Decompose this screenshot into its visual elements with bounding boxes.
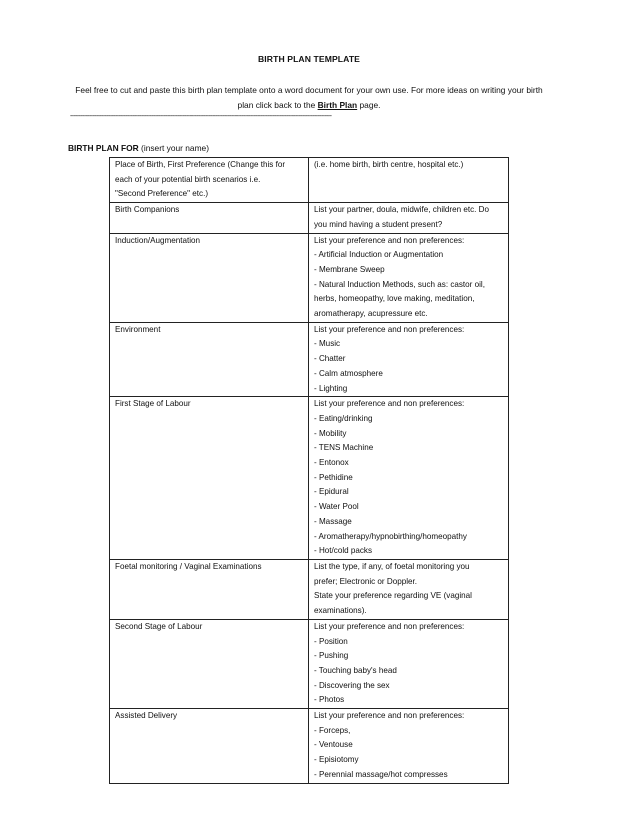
row-preference-line: - Ventouse: [314, 740, 353, 750]
row-label-cell[interactable]: [110, 559, 309, 619]
page-title: BIRTH PLAN TEMPLATE: [258, 54, 360, 64]
birth-plan-link[interactable]: Birth Plan: [317, 100, 358, 110]
row-preference-line: State your preference regarding VE (vaginal: [314, 591, 472, 601]
row-preference-line: prefer; Electronic or Doppler.: [314, 576, 418, 586]
row-preference-line: aromatherapy, acupressure etc.: [314, 309, 428, 319]
intro-paragraph: [66, 83, 552, 113]
row-preference-line: List your preference and non preferences:: [314, 621, 465, 631]
row-preference-line: - Music: [314, 339, 341, 349]
row-preference-line: herbs, homeopathy, love making, meditation,: [314, 294, 475, 304]
row-preference-line: List your preference and non preferences:: [314, 324, 465, 334]
table-row: [110, 397, 509, 560]
row-preference-line: List your preference and non preferences:: [314, 399, 465, 409]
table-row: [110, 709, 509, 784]
row-preference-line: - Natural Induction Methods, such as: castor oil,: [314, 279, 485, 289]
row-label-line: First Stage of Labour: [115, 399, 191, 409]
table-row: [110, 559, 509, 619]
row-preference-line: - Episiotomy: [314, 755, 359, 765]
row-preference-cell[interactable]: [309, 322, 509, 397]
row-preference-line: - Eating/drinking: [314, 413, 373, 423]
row-label-line: Assisted Delivery: [115, 711, 178, 721]
table-row: [110, 203, 509, 233]
row-preference-line: - Position: [314, 636, 348, 646]
row-preference-line: - Discovering the sex: [314, 680, 390, 690]
row-label-cell[interactable]: [110, 158, 309, 203]
row-label-line: Place of Birth, First Preference (Change this for: [115, 160, 286, 169]
row-preference-line: - Aromatherapy/hypnobirthing/homeopathy: [314, 531, 467, 541]
row-label-cell[interactable]: [110, 322, 309, 397]
row-preference-cell[interactable]: [309, 203, 509, 233]
row-preference-line: List your partner, doula, midwife, children etc. Do: [314, 205, 489, 215]
row-label-line: "Second Preference" etc.): [115, 189, 209, 199]
row-preference-line: List your preference and non preferences:: [314, 711, 465, 721]
row-label-cell[interactable]: [110, 203, 309, 233]
intro-line-1: Feel free to cut and paste this birth plan template onto a word document for your own use. For more ideas on writing your birth: [75, 85, 543, 95]
row-label-line: Second Stage of Labour: [115, 621, 203, 631]
row-label-cell[interactable]: [110, 397, 309, 560]
dashed-separator: -------------------------------------------------------------------------------------------------------------------------------------------------------: [70, 113, 332, 120]
row-preference-line: - Perennial massage/hot compresses: [314, 769, 448, 779]
row-label-line: Foetal monitoring / Vaginal Examinations: [115, 561, 262, 571]
row-preference-line: - Lighting: [314, 383, 348, 393]
intro-line-2-prefix: plan click back to the: [237, 100, 318, 110]
row-preference-line: - Massage: [314, 516, 352, 526]
plan-for-heading: [68, 143, 209, 153]
row-preference-line: examinations).: [314, 606, 367, 616]
row-label-cell[interactable]: [110, 619, 309, 708]
plan-for-hint: (insert your name): [138, 143, 209, 153]
birth-plan-table-body: [110, 158, 509, 784]
row-preference-line: - Epidural: [314, 487, 349, 497]
row-preference-line: - Entonox: [314, 458, 349, 468]
row-preference-line: - Calm atmosphere: [314, 368, 383, 378]
row-label-cell[interactable]: [110, 233, 309, 322]
row-preference-line: - Water Pool: [314, 502, 359, 512]
row-label-cell[interactable]: [110, 709, 309, 784]
table-row: [110, 322, 509, 397]
row-preference-cell[interactable]: [309, 158, 509, 203]
row-preference-line: - Hot/cold packs: [314, 546, 373, 556]
plan-for-label: BIRTH PLAN FOR: [68, 143, 139, 153]
row-label-line: Induction/Augmentation: [115, 235, 201, 245]
row-preference-line: you mind having a student present?: [314, 219, 443, 229]
table-row: [110, 158, 509, 203]
table-row: [110, 233, 509, 322]
row-preference-line: - Chatter: [314, 354, 346, 364]
row-preference-line: - Membrane Sweep: [314, 264, 385, 274]
row-preference-line: - TENS Machine: [314, 443, 374, 453]
row-preference-line: List your preference and non preferences:: [314, 235, 465, 245]
table-row: [110, 619, 509, 708]
row-preference-cell[interactable]: [309, 709, 509, 784]
row-label-line: Birth Companions: [115, 205, 180, 215]
row-preference-line: - Pushing: [314, 651, 349, 661]
birth-plan-table: [109, 157, 509, 784]
row-preference-line: - Photos: [314, 695, 345, 705]
row-preference-line: - Artificial Induction or Augmentation: [314, 250, 444, 260]
row-preference-line: - Touching baby's head: [314, 665, 397, 675]
row-preference-line: - Pethidine: [314, 472, 353, 482]
row-preference-cell[interactable]: [309, 559, 509, 619]
row-preference-line: (i.e. home birth, birth centre, hospital etc.): [314, 160, 464, 169]
row-label-line: each of your potential birth scenarios i.e.: [115, 174, 261, 184]
row-preference-line: - Forceps,: [314, 725, 351, 735]
row-preference-line: - Mobility: [314, 428, 347, 438]
intro-line-2-suffix: page.: [357, 100, 381, 110]
row-preference-line: List the type, if any, of foetal monitoring you: [314, 561, 470, 571]
row-preference-cell[interactable]: [309, 619, 509, 708]
row-preference-cell[interactable]: [309, 233, 509, 322]
row-preference-cell[interactable]: [309, 397, 509, 560]
row-label-line: Environment: [115, 324, 161, 334]
